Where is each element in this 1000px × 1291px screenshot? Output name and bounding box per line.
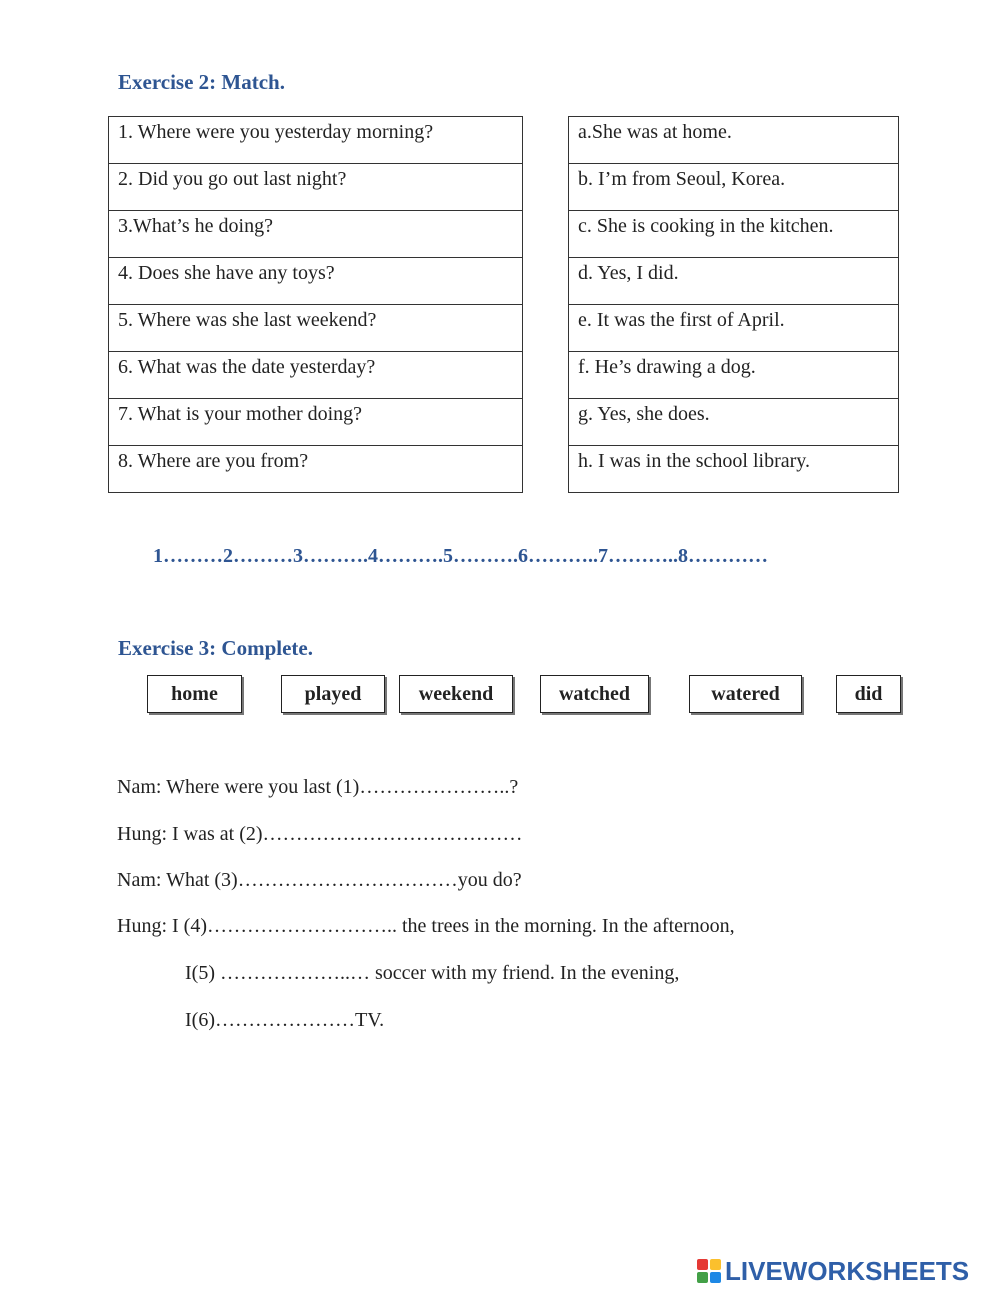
word-box-watered: watered [689,675,802,713]
word-box-watched: watched [540,675,649,713]
brand-name: LIVEWORKSHEETS [725,1255,970,1286]
match-answer-line[interactable]: 1………2………3……….4……….5……….6………..7………..8………… [153,545,768,567]
answer-cell: h. I was in the school library. [569,446,899,493]
answer-cell: c. She is cooking in the kitchen. [569,211,899,258]
answer-cell: f. He’s drawing a dog. [569,352,899,399]
question-cell: 4. Does she have any toys? [109,258,523,305]
table-row [569,446,899,493]
question-cell: 5. Where was she last weekend? [109,305,523,352]
dialog-line-5[interactable]: I(5) ………………..… soccer with my friend. In the evening, [185,962,680,984]
table-row [569,164,899,211]
table-row [109,305,523,352]
exercise-3-heading: Exercise 3: Complete. [118,636,313,660]
table-row [109,446,523,493]
question-cell: 2. Did you go out last night? [109,164,523,211]
question-cell: 8. Where are you from? [109,446,523,493]
dialog-line-3[interactable]: Nam: What (3)……………………………you do? [117,869,522,891]
table-row [109,399,523,446]
dialog-line-1[interactable]: Nam: Where were you last (1)…………………..? [117,776,519,798]
dialog-line-2[interactable]: Hung: I was at (2)………………………………… [117,823,523,845]
answer-cell: e. It was the first of April. [569,305,899,352]
table-row [569,305,899,352]
answer-cell: a.She was at home. [569,117,899,164]
question-cell: 7. What is your mother doing? [109,399,523,446]
table-row [569,211,899,258]
table-row [109,258,523,305]
answer-cell: b. I’m from Seoul, Korea. [569,164,899,211]
table-row [569,117,899,164]
dialog-line-6[interactable]: I(6)…………………TV. [185,1009,385,1031]
table-row [569,352,899,399]
word-box-home: home [147,675,242,713]
liveworksheets-brand [697,1256,969,1286]
exercise-2-heading: Exercise 2: Match. [118,70,285,94]
question-cell: 6. What was the date yesterday? [109,352,523,399]
word-box-did: did [836,675,901,713]
questions-table [108,116,523,493]
table-row [569,258,899,305]
liveworksheets-logo-icon [697,1259,721,1283]
table-row [109,164,523,211]
word-box-weekend: weekend [399,675,513,713]
answer-cell: d. Yes, I did. [569,258,899,305]
table-row [109,117,523,164]
question-cell: 3.What’s he doing? [109,211,523,258]
table-row [109,352,523,399]
table-row [109,211,523,258]
table-row [569,399,899,446]
answer-cell: g. Yes, she does. [569,399,899,446]
dialog-line-4[interactable]: Hung: I (4)……………………….. the trees in the morning. In the afternoon, [117,915,735,937]
question-cell: 1. Where were you yesterday morning? [109,117,523,164]
word-box-played: played [281,675,385,713]
answers-table [568,116,899,493]
